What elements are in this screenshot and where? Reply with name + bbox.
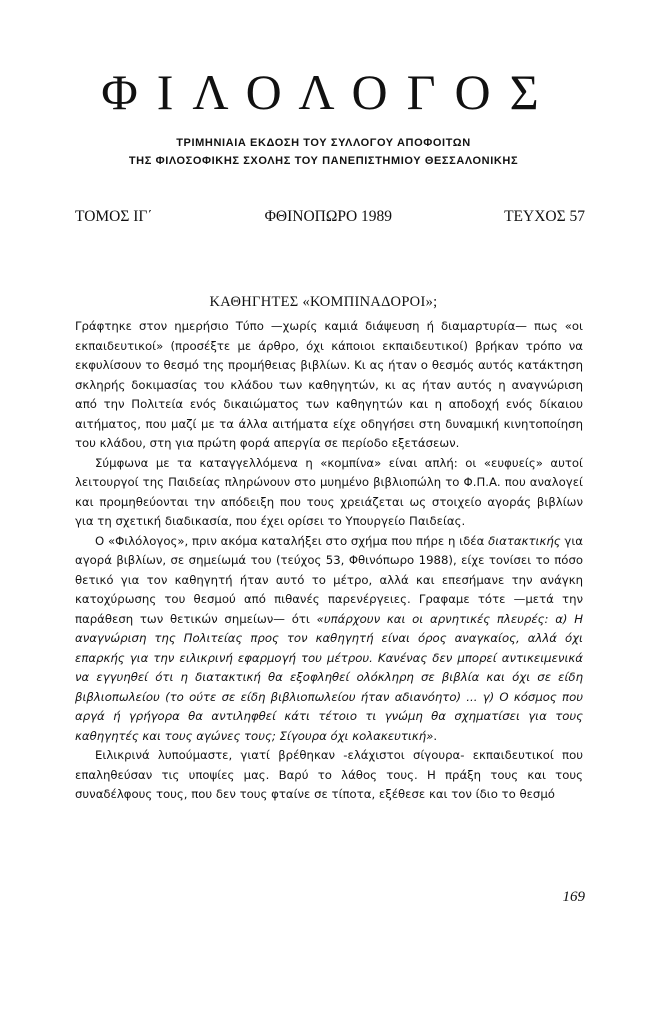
journal-title: ΦΙΛΟΛΟΓΟΣ (101, 64, 558, 120)
paragraph-3 (75, 532, 583, 747)
issue-volume: ΤΟΜΟΣ ΙΓ΄ (75, 208, 153, 225)
paragraph-3-emphasis: διατακτικής (488, 533, 561, 548)
journal-subtitle-line1: ΤΡΙΜΗΝΙΑΙΑ ΕΚΔΟΣΗ ΤΟΥ ΣΥΛΛΟΓΟΥ ΑΠΟΦΟΙΤΩΝ (176, 137, 471, 149)
paragraph-2: Σύμφωνα με τα καταγγελλόμενα η «κομπίνα» είναι απλή: οι «ευφυείς» αυτοί λειτουργοί της Παιδείας πληρώνουν στο μυημένο βιβλιοπώλη το Φ.Π.Α. που αναλογεί και προμηθεύονται την απόδειξη που τους χρειάζεται ως στοιχείο αγοράς βιβλίων για τη σχετική διαδικασία, που έχει ορίσει το Υπουργείο Παιδείας. (75, 455, 583, 528)
paragraph-3-text: Ο «Φιλόλογος», πριν ακόμα καταλήξει στο σχήμα που πήρε η ιδέα (95, 533, 489, 548)
journal-subtitle-line2: ΤΗΣ ΦΙΛΟΣΟΦΙΚΗΣ ΣΧΟΛΗΣ ΤΟΥ ΠΑΝΕΠΙΣΤΗΜΙΟΥ ΘΕΣΣΑΛΟΝΙΚΗΣ (128, 155, 519, 167)
page-number: 169 (562, 889, 585, 905)
paragraph-3-quote: «υπάρχουν και οι αρνητικές πλευρές: α) Η αναγνώριση της Πολιτείας προς τον καθηγητή είναι όρος αναγκαίος, αλλά όχι επαρκής για την ειλικρινή εφαρμογή του μέτρου. Κανένας δεν μπορεί αντικειμενικά να εγγυηθεί ότι η διατακτική θα εξοφληθεί ολόκληρη σε βιβλία και όχι σε είδη βιβλιοπωλείου (το ούτε σε είδη βιβλιοπωλείου ήταν αδιανόητο) ... γ) Ο κόσμος που αργά ή γρήγορα θα αντιληφθεί κάτι τέτοιο τι γνώμη θα σχηματίσει για τους καθηγητές και τους αγώνες τους; Σίγουρα όχι κολακευτική» (75, 611, 584, 743)
paragraph-3-text: για αγορά βιβλίων, σε σημείωμά του (τεύχος 53, Φθινόπωρο 1988), είχε τονίσει το πόσο θετικό για τον καθηγητή ήταν αυτό το μέτρο, αλλά και επεσήμανε την ανάγκη κατοχύρωσης του θεσμού από πιθανές παρενέργειες. Γραφαμε τότε —μετά την παράθεση των θετικών σημείων— ότι (75, 533, 583, 626)
issue-season: ΦΘΙΝΟΠΩΡΟ 1989 (264, 208, 393, 225)
article-title: ΚΑΘΗΓΗΤΕΣ «ΚΟΜΠΙΝΑΔΟΡΟΙ»; (209, 294, 438, 310)
issue-info (75, 208, 585, 226)
article-body (75, 317, 583, 805)
issue-number: ΤΕΥΧΟΣ 57 (504, 208, 585, 225)
paragraph-3-text: . (433, 728, 438, 743)
paragraph-4: Ειλικρινά λυπούμαστε, γιατί βρέθηκαν -ελάχιστοι σίγουρα- εκπαιδευτικοί που επαληθεύσαν τις υποψίες μας. Βαρύ το λάθος τους. Η πράξη τους και τους συναδέλφους τους, που δεν τους φταίνε σε τίποτα, εξέθεσε και τον ίδιο το θεσμό (75, 748, 583, 801)
paragraph-1: Γράφτηκε στον ημερήσιο Τύπο —χωρίς καμιά διάψευση ή διαμαρτυρία— πως «οι εκπαιδευτικοί» (προσέξτε με άρθρο, όχι κάποιοι εκπαιδευτικοί) βρήκαν τρόπο να εκφυλίσουν το θεσμό της προμήθειας βιβλίων. Κι ας ήταν ο θεσμός αυτός κατάκτηση σκληρής δοκιμασίας του κλάδου των καθηγητών, κι ας ήταν αυτός η αναγνώριση από την Πολιτεία ενός δικαιώματος των καθηγητών και η αποδοχή ενός δίκαιου αιτήματος, που μαζί με τα άλλα αιτήματα είχε οδηγήσει στη δυναμική κινητοποίηση του κλάδου, στη για πρώτη φορά απεργία σε περίοδο εξετάσεων. (75, 319, 583, 450)
